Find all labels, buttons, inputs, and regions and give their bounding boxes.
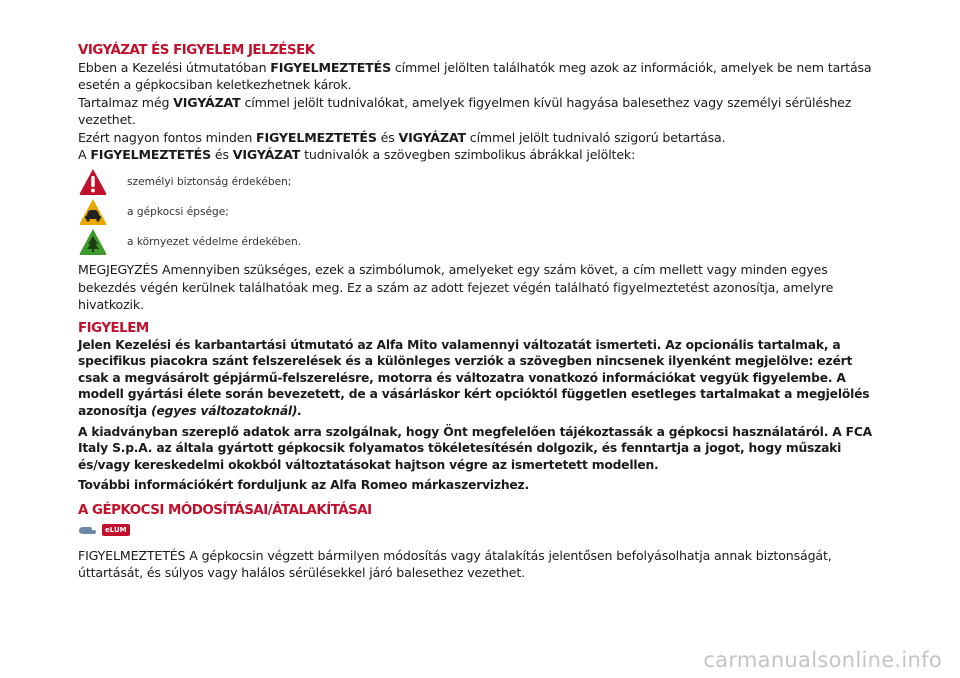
text: címmel jelölten találhatók meg azok az információk, amelyek be nem tartása esetén a gépkocsiban keletkezhetnek károk. (78, 60, 872, 93)
keyword-vigyazat: VIGYÁZAT (232, 147, 301, 163)
text: és (211, 147, 233, 163)
figyelem-paragraph-3: További információkért forduljunk az Alfa Romeo márkaszervizhez. (78, 478, 529, 493)
keyword-figyelmeztetes: FIGYELMEZTETÉS (256, 129, 377, 145)
modification-warning: FIGYELMEZTETÉS A gépkocsin végzett bármilyen módosítás vagy átalakítás jelentősen befolyásolhatja annak biztonságát, úttartását, és súlyos vagy halálos sérülésekkel járó balesethez vezethet. (78, 548, 832, 581)
watermark: carmanualsonline.info (703, 648, 942, 672)
text: Tartalmaz még (78, 94, 174, 110)
intro-paragraph-1 (78, 59, 878, 94)
variant-marker: (egyes változatoknál). (151, 404, 302, 419)
text: Jelen Kezelési és karbantartási útmutató az Alfa Mito valamennyi változatát ismerteti. Az opcionális tartalmak, a specifikus piacokra szánt felszerelések és a különleges verziók a szövegben nincsenek ilyenként megjelölve: ezért csak a megvásárolt gépjármű-felszerelésre, motorra és változatra vonatkozó információkat vegyük figyelembe. A modell gyártási élete során bevezetett, de a vásárláskor kért opcióktól független esetleges tartalmakat a megjelölés azonosítja (78, 337, 870, 419)
intro-paragraph-3 (78, 129, 878, 146)
symbol-row-vehicle (78, 197, 878, 227)
tree-icon (78, 227, 108, 257)
text: A (78, 147, 91, 163)
text: Ebben a Kezelési útmutatóban (78, 60, 271, 75)
elum-badge: eLUM (102, 524, 130, 536)
symbol-label: személyi biztonság érdekében; (127, 176, 292, 189)
symbol-label: a környezet védelme érdekében. (127, 236, 302, 249)
glove-hand-icon (78, 522, 100, 538)
keyword-vigyazat: VIGYÁZAT (173, 94, 241, 110)
symbol-row-personal (78, 167, 878, 197)
symbol-row-environment (78, 227, 878, 257)
text: és (376, 129, 399, 145)
glove-badge-row (78, 519, 878, 541)
keyword-figyelmeztetes: FIGYELMEZTETÉS (90, 147, 212, 163)
intro-paragraph-4 (78, 146, 878, 163)
note-paragraph: MEGJEGYZÉS Amennyiben szükséges, ezek a szimbólumok, amelyeket egy szám követ, a cím mellett vagy minden egyes bekezdés végén kerülnek találhatóak meg. Ez a szám az adott fejezet végén található figyelmeztetést azonosítja, amelyre hivatkozik. (78, 262, 834, 313)
keyword-vigyazat: VIGYÁZAT (398, 129, 466, 145)
text: címmel jelölt tudnivalókat, amelyek figyelmen kívül hagyása balesethez vagy személyi sérüléshez vezethet. (78, 94, 852, 128)
figyelem-paragraph-1 (78, 337, 878, 420)
figyelem-section (78, 337, 878, 494)
heading-modifications: A GÉPKOCSI MÓDOSÍTÁSAI/ÁTALAKÍTÁSAI (78, 503, 372, 518)
keyword-figyelmeztetes: FIGYELMEZTETÉS (270, 60, 391, 75)
manual-page (78, 42, 878, 582)
text: Ezért nagyon fontos minden (78, 129, 257, 145)
warning-triangle-icon (78, 167, 108, 197)
heading-warnings: VIGYÁZAT ÉS FIGYELEM JELZÉSEK (78, 43, 315, 58)
intro-paragraph-2 (78, 94, 878, 129)
car-skid-icon (78, 197, 108, 227)
figyelem-paragraph-2: A kiadványban szereplő adatok arra szolgálnak, hogy Önt megfelelően tájékoztassák a gépkocsi használatáról. A FCA Italy S.p.A. az általa gyártott gépkocsik folyamatos tökéletesítésén dolgozik, és fenntartja a jogot, hogy műszaki és/vagy kereskedelmi okokból változtatásokat hajtson végre az ismertetett modellen. (78, 424, 872, 472)
text: tudnivalók a szövegben szimbolikus ábrákkal jelöltek: (300, 147, 636, 163)
text: címmel jelölt tudnivaló szigorú betartása. (465, 129, 726, 145)
heading-figyelem: FIGYELEM (78, 320, 149, 336)
symbol-label: a gépkocsi épsége; (127, 206, 229, 219)
